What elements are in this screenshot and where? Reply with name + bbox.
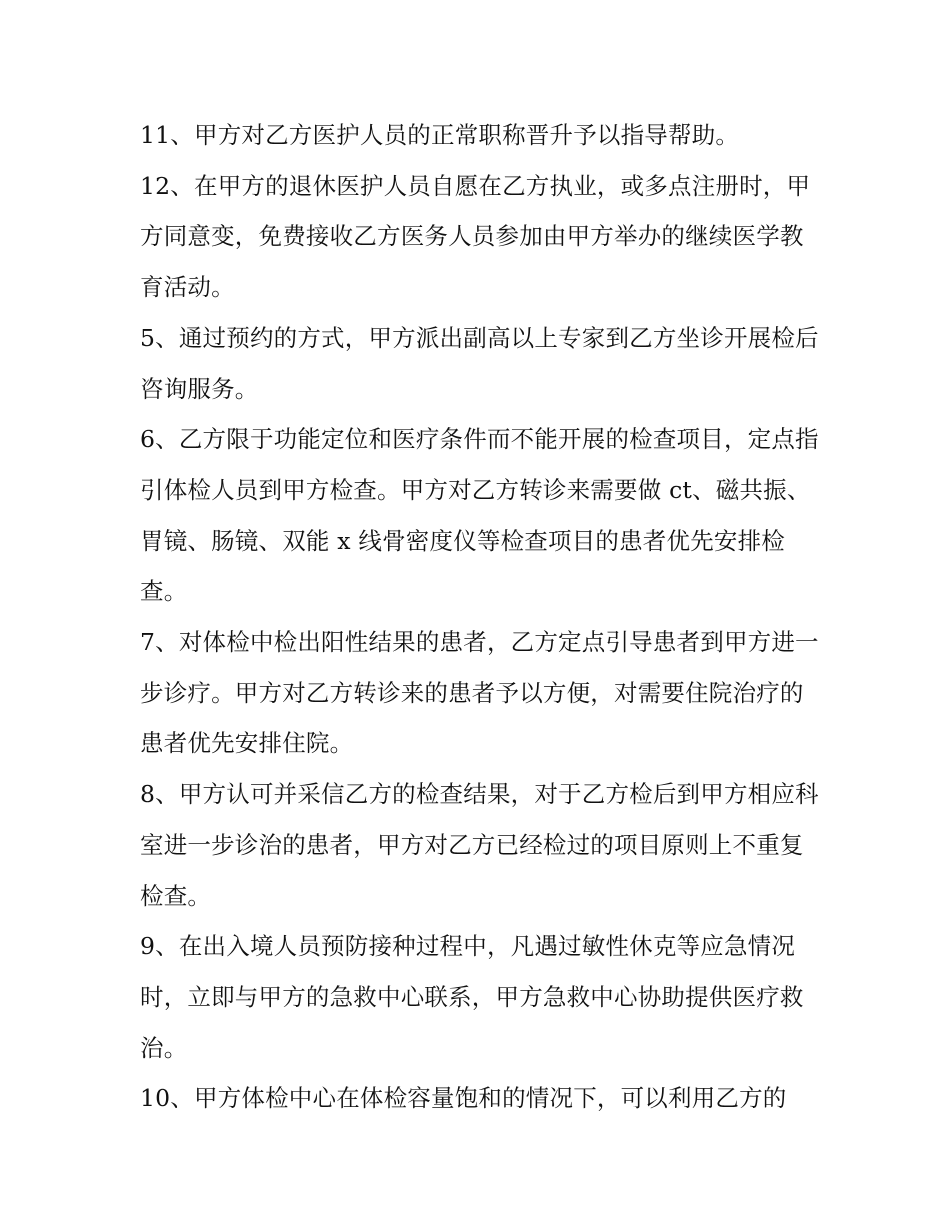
paragraph-item-5: 5、通过预约的方式，甲方派出副高以上专家到乙方坐诊开展检后咨询服务。 — [140, 323, 819, 403]
paragraph-item-10: 10、甲方体检中心在体检容量饱和的情况下，可以利用乙方的 — [140, 1084, 787, 1113]
paragraph-item-11: 11、甲方对乙方医护人员的正常职称晋升予以指导帮助。 — [140, 121, 740, 149]
paragraph-item-8: 8、甲方认可并采信乙方的检查结果，对于乙方检后到甲方相应科室进一步诊治的患者，甲方对乙方已经检过的项目原则上不重复检查。 — [140, 780, 819, 910]
document-body — [140, 110, 820, 1124]
paragraph-item-6: 6、乙方限于功能定位和医疗条件而不能开展的检查项目，定点指引体检人员到甲方检查。甲方对乙方转诊来需要做 ct、磁共振、胃镜、肠镜、双能 x 线骨密度仪等检查项目的患者优先安排检查。 — [140, 425, 819, 606]
paragraph-item-7: 7、对体检中检出阳性结果的患者，乙方定点引导患者到甲方进一步诊疗。甲方对乙方转诊来的患者予以方便，对需要住院治疗的患者优先安排住院。 — [140, 628, 819, 758]
paragraph-item-9: 9、在出入境人员预防接种过程中，凡遇过敏性休克等应急情况时，立即与甲方的急救中心联系，甲方急救中心协助提供医疗救治。 — [140, 932, 804, 1062]
paragraph-item-12: 12、在甲方的退休医护人员自愿在乙方执业，或多点注册时，甲方同意变，免费接收乙方医务人员参加由甲方举办的继续医学教育活动。 — [140, 171, 811, 302]
